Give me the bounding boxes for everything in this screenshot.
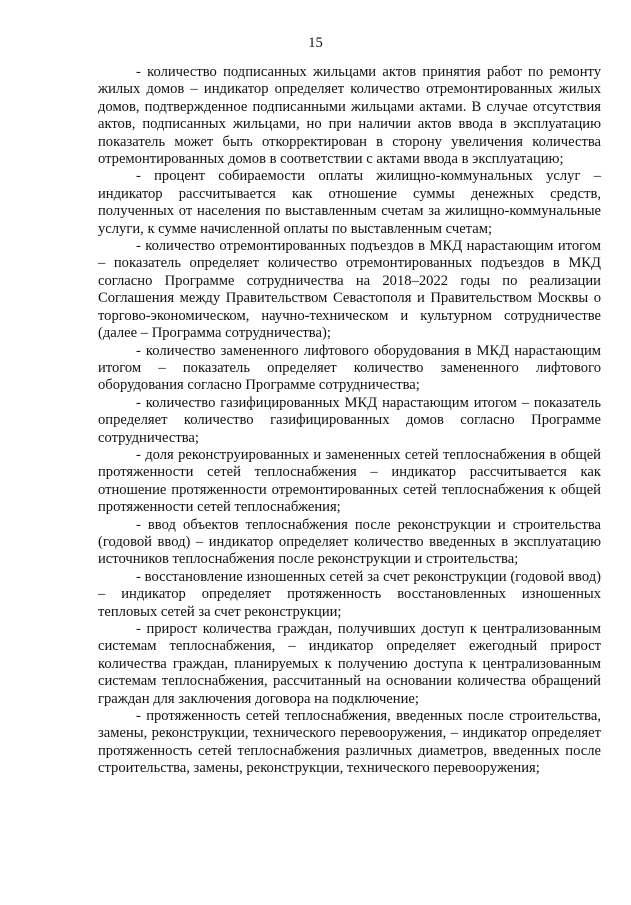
paragraph-network-restoration-indicator: - восстановление изношенных сетей за счет реконструкции (годовой ввод) – индикатор определяет протяженность восстановленных изношенных тепловых сетей за счет реконструкции; xyxy=(98,568,601,620)
paragraph-citizens-access-increase-indicator: - прирост количества граждан, получивших доступ к централизованным системам теплоснабжения, – индикатор определяет ежегодный прирост количества граждан, планируемых к получению доступа к централизованным системам теплоснабжения, рассчитанный на основании количества обращений граждан для заключения договора на подключение; xyxy=(98,621,601,707)
body-text xyxy=(98,64,601,778)
paragraph-heat-network-share-indicator: - доля реконструированных и замененных сетей теплоснабжения в общей протяженности сетей теплоснабжения – индикатор рассчитывается как отношение протяженности отремонтированных сетей теплоснабжения к общей протяженности сетей теплоснабжения; xyxy=(98,446,601,516)
paragraph-payment-collection-indicator: - процент собираемости оплаты жилищно-коммунальных услуг – индикатор рассчитывается как отношение суммы денежных средств, полученных от населения по выставленным счетам за жилищно-коммунальные услуги, к сумме начисленной оплаты по выставленным счетам; xyxy=(98,168,601,237)
paragraph-signed-acts-indicator: - количество подписанных жильцами актов принятия работ по ремонту жилых домов – индикатор определяет количество отремонтированных жилых домов, подтвержденное подписанными жильцами актами. В случае отсутствия актов, подписанных жильцами, но при наличии актов ввода в эксплуатацию показатель может быть откорректирован в сторону увеличения количества отремонтированных домов в соответствии с актами ввода в эксплуатацию; xyxy=(98,64,601,168)
paragraph-heat-sources-commissioning-indicator: - ввод объектов теплоснабжения после реконструкции и строительства (годовой ввод) – индикатор определяет количество введенных в эксплуатацию источников теплоснабжения после реконструкции и строительства; xyxy=(98,516,601,568)
page-number: 15 xyxy=(308,35,323,51)
paragraph-elevator-replacement-indicator: - количество замененного лифтового оборудования в МКД нарастающим итогом – показатель определяет количество замененного лифтового оборудования согласно Программе сотрудничества; xyxy=(98,342,601,394)
paragraph-network-length-indicator: - протяженность сетей теплоснабжения, введенных после строительства, замены, реконструкции, технического перевооружения, – индикатор определяет протяженность сетей теплоснабжения различных диаметров, введенных после строительства, замены, реконструкции, технического перевооружения; xyxy=(98,708,601,777)
paragraph-repaired-entrances-indicator: - количество отремонтированных подъездов в МКД нарастающим итогом – показатель определяет количество отремонтированных подъездов в МКД согласно Программе сотрудничества на 2018–2022 годы по реализации Соглашения между Правительством Севастополя и Правительством Москвы о торгово-экономическом, научно-техническом и культурном сотрудничестве (далее – Программа сотрудничества); xyxy=(98,238,601,342)
paragraph-gasified-buildings-indicator: - количество газифицированных МКД нарастающим итогом – показатель определяет количество газифицированных домов согласно Программе сотрудничества; xyxy=(98,394,601,446)
